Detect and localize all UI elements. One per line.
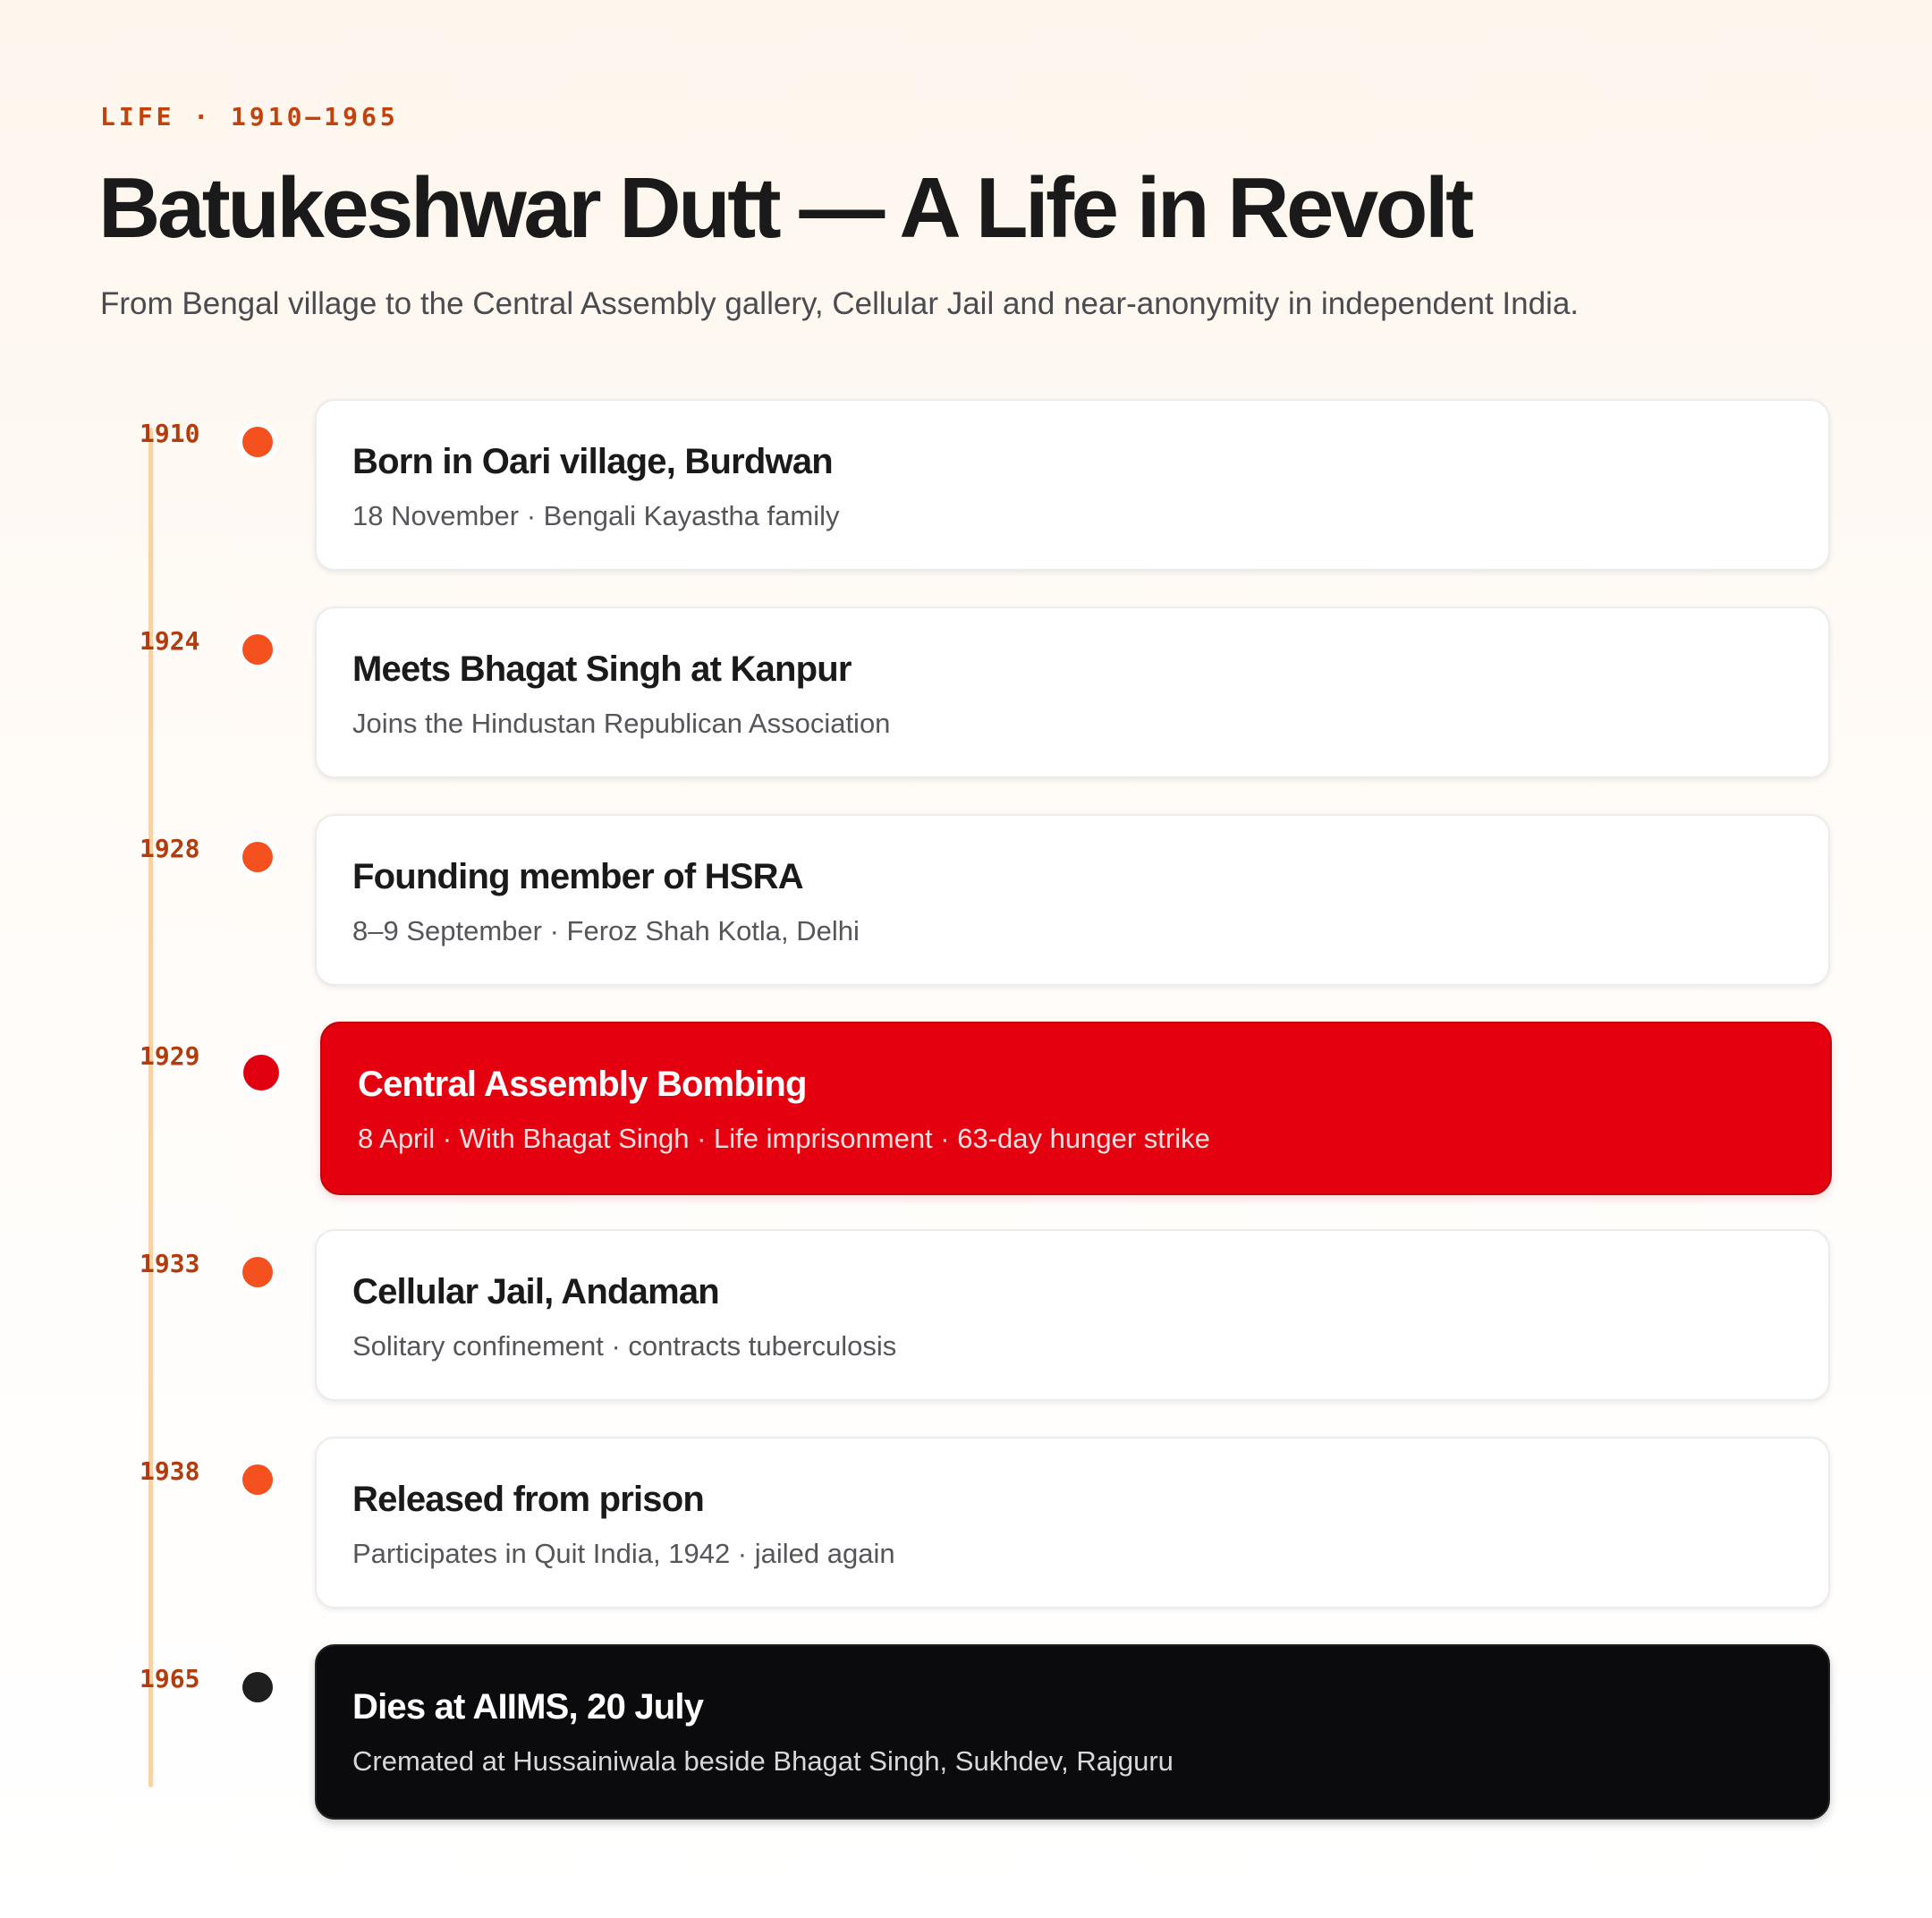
page-subtitle: From Bengal village to the Central Assembly gallery, Cellular Jail and near-anonymity in independent India. <box>100 286 1580 321</box>
timeline-dot-highlight <box>243 1055 279 1091</box>
timeline-card-title: Cellular Jail, Andaman <box>352 1272 719 1311</box>
timeline-dot <box>242 842 273 872</box>
timeline-card-detail: Cremated at Hussainiwala beside Bhagat Singh, Sukhdev, Rajguru <box>352 1745 1174 1777</box>
timeline-card-highlight <box>320 1022 1832 1195</box>
timeline-entry-1938 <box>0 1437 1932 1612</box>
timeline-card-detail: 8–9 September · Feroz Shah Kotla, Delhi <box>352 915 860 946</box>
timeline-year: 1910 <box>140 419 200 448</box>
timeline-card <box>315 607 1830 778</box>
timeline-year: 1965 <box>140 1664 200 1693</box>
timeline-dot <box>242 427 273 457</box>
timeline-card <box>315 1437 1830 1608</box>
timeline-dot <box>242 634 273 665</box>
timeline-card-title: Founding member of HSRA <box>352 857 803 896</box>
timeline-card <box>315 399 1830 571</box>
timeline-dot <box>242 1464 273 1495</box>
timeline-card-detail: 8 April · With Bhagat Singh · Life imprisonment · 63-day hunger strike <box>358 1123 1210 1154</box>
timeline-dot <box>242 1257 273 1287</box>
timeline-year: 1928 <box>140 834 200 863</box>
timeline-card-final <box>315 1644 1830 1820</box>
timeline-entry-1965 <box>0 1644 1932 1820</box>
timeline-entry-1928 <box>0 814 1932 989</box>
timeline-entry-1924 <box>0 607 1932 782</box>
timeline-dot-final <box>242 1672 273 1702</box>
timeline-entry-1929 <box>0 1022 1932 1197</box>
timeline-card-detail: Participates in Quit India, 1942 · jailed again <box>352 1538 895 1569</box>
timeline-year: 1938 <box>140 1456 200 1486</box>
timeline-card-title: Born in Oari village, Burdwan <box>352 442 833 481</box>
timeline-card-detail: Solitary confinement · contracts tuberculosis <box>352 1330 897 1362</box>
timeline-card-title: Released from prison <box>352 1480 705 1519</box>
timeline-card-title: Meets Bhagat Singh at Kanpur <box>352 649 852 689</box>
timeline-card <box>315 1229 1830 1401</box>
page-title: Batukeshwar Dutt — A Life in Revolt <box>98 160 1471 256</box>
timeline-year: 1929 <box>140 1041 200 1071</box>
timeline-entry-1910 <box>0 399 1932 574</box>
timeline-year: 1924 <box>140 626 200 656</box>
eyebrow-label: LIFE · 1910–1965 <box>100 102 399 132</box>
timeline-year: 1933 <box>140 1249 200 1278</box>
timeline-card <box>315 814 1830 986</box>
timeline-card-detail: Joins the Hindustan Republican Association <box>352 708 891 739</box>
timeline-entry-1933 <box>0 1229 1932 1405</box>
timeline-card-title: Dies at AIIMS, 20 July <box>352 1687 704 1727</box>
timeline-card-detail: 18 November · Bengali Kayastha family <box>352 500 840 531</box>
timeline-card-title: Central Assembly Bombing <box>358 1065 807 1104</box>
